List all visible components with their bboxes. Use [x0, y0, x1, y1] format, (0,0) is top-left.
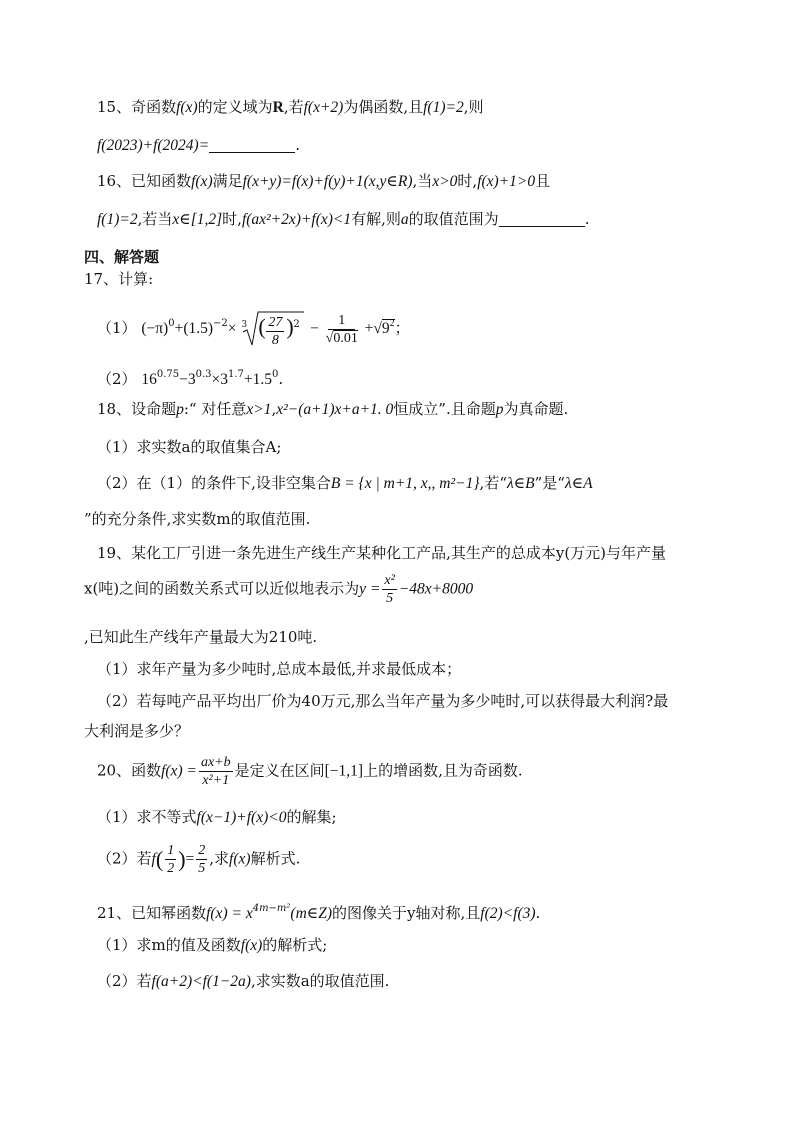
q20-s2-fx: f(x) [229, 850, 251, 868]
q17-p2-b-exp: 0.3 [195, 369, 212, 380]
q18-sub1: （1）求实数a的取值集合A; [97, 438, 282, 456]
q17-p1-nine: 9 [381, 320, 390, 337]
q21-s1-fx: f(x) [240, 937, 263, 954]
q20-den: x²+1 [202, 773, 230, 788]
q16-cond: x>0 [432, 173, 458, 190]
q16-text3: 时, [457, 172, 478, 190]
q18-label: 18、设命题 [97, 400, 177, 418]
q21-exp: 4m−m² [252, 903, 291, 914]
q19-den: 5 [386, 591, 394, 606]
q20-s2-num1: 1 [167, 843, 175, 858]
q21-s1-end: 的解析式; [262, 936, 328, 954]
q17-p1-rparen: ) [286, 314, 294, 339]
q20-s1-end: 的解集; [286, 808, 337, 826]
q20-frac [199, 754, 233, 789]
q20-s2-lparen: ( [155, 846, 164, 872]
q15-text3: 为偶函数,且 [343, 98, 424, 116]
q19-text: x(吨)之间的函数关系式可以近似地表示为 [84, 579, 360, 598]
q15-answer-blank[interactable] [209, 138, 295, 153]
q15-text: 的定义域为 [197, 98, 273, 116]
q17-p1-num: 27 [268, 315, 283, 330]
q16-period: . [584, 210, 590, 228]
q16-text8: 的取值范围为 [408, 210, 499, 228]
q20-s1-expr: f(x−1)+f(x)<0 [196, 809, 287, 826]
q16-ineq2: f(ax²+2x)+f(x)<1 [241, 211, 352, 228]
q17-p2-a: 16 [141, 371, 157, 388]
q21-s2-end: ,求实数a的取值范围. [250, 972, 390, 990]
q17-p1-nine-pow: 2 [389, 318, 395, 329]
q20-line1 [97, 754, 523, 794]
q20-sub1 [97, 806, 337, 829]
q20-sub2 [97, 842, 300, 882]
q17-part1 [97, 310, 410, 350]
q21-s1-text: （1）求m的值及函数 [97, 936, 241, 954]
q20-s2-frac1 [165, 842, 176, 877]
q17-p1-sqrt9: $√9^2$ [373, 318, 395, 337]
q16-answer-blank[interactable] [499, 212, 585, 227]
q15-line2 [97, 134, 300, 157]
q18-sub2-cont: ”的充分条件,求实数m的取值范围. [84, 510, 311, 528]
q20-s2-end: 解析式. [250, 849, 301, 868]
q17-p2-label: （2） [97, 370, 137, 388]
q17-p1-label: （1） [97, 319, 137, 337]
q16-text6: 时, [222, 210, 242, 228]
q19-line3: ,已知此生产线年产量最大为210吨. [84, 628, 318, 646]
q17-p1-001: 0.01 [333, 330, 358, 346]
q16-text2: ,当 [412, 172, 433, 190]
q16-text7: 有解,则 [351, 210, 401, 228]
q20-s2-text: （2）若 [97, 849, 152, 868]
q19-rest: −48x+8000 [398, 580, 474, 598]
q18-text3: 为真命题. [503, 400, 569, 418]
q16-eq: f(x+y)=f(x)+f(y)+1(x,y∈R) [242, 173, 413, 190]
q18-lamB: λ∈B [506, 475, 535, 492]
q16-text: 满足 [212, 172, 243, 190]
q17-p1-expm2: −2 [213, 318, 228, 329]
q19-frac [382, 572, 396, 607]
q17-p1-plus: + [364, 320, 374, 337]
q18-text2: 恒成立”.且命题 [393, 400, 496, 418]
q19-line2 [84, 572, 473, 612]
q17-p1-times: × [227, 320, 237, 337]
q17-p1-term1: (−π) [141, 320, 169, 337]
q16-fx: f(x) [191, 173, 213, 190]
q15-text2: ,若 [283, 98, 304, 116]
q21-s2-text: （2）若 [97, 972, 152, 990]
q16-range: x∈[1,2] [172, 211, 223, 228]
q18-s2-text: （2）在（1）的条件下,设非空集合 [97, 474, 331, 492]
q15-fx2: f(x+2) [303, 99, 344, 116]
q18-s2-text3: ”是“ [534, 474, 565, 492]
q19-num: x² [384, 573, 395, 588]
q18-cond: x>1 [246, 401, 272, 418]
q21-end: . [535, 904, 541, 922]
q17-p2-a-exp: 0.75 [156, 369, 180, 380]
q20-s2-f: f [151, 850, 156, 868]
q18-sub2 [97, 472, 593, 495]
q16-f1: f(1)=2 [97, 211, 138, 228]
q20-text: 是定义在区间 [234, 761, 325, 780]
q17-p1-frac2 [324, 312, 360, 347]
q20-s2-frac2 [196, 842, 207, 877]
q18-expr: x²−(a+1)x+a+1. 0 [276, 401, 394, 418]
q17-p1-minus: − [310, 320, 319, 337]
q21-ineq: f(2)<f(3) [480, 905, 536, 922]
q19-sub2a: （2）若每吨产品平均出厂价为40万元,那么当年产量为多少吨时,可以获得最大利润?最 [97, 692, 669, 710]
q16-line1 [97, 170, 550, 193]
q20-interval: [−1,1] [324, 762, 364, 780]
q16-line2 [97, 208, 589, 231]
q20-s2-text2: ,求 [209, 849, 230, 868]
q20-s2-den1: 2 [167, 861, 175, 876]
q17-p2-b: −3 [179, 371, 196, 388]
q20-s1-text: （1）求不等式 [97, 808, 197, 826]
q20-s2-num2: 2 [198, 843, 206, 858]
q17-p1-sqrt001: √0.01 [325, 330, 358, 346]
q17-p1-frac [266, 314, 284, 349]
q21-s2-expr: f(a+2)<f(1−2a) [151, 973, 251, 990]
section-heading: 四、解答题 [84, 248, 160, 266]
q17-p1-pow2: 2 [293, 319, 300, 330]
q21-line1 [97, 898, 540, 925]
q17-p2-c-exp: 1.7 [228, 369, 244, 380]
q17-p1-lparen: ( [258, 314, 266, 339]
q18-lamA: λ∈A [564, 475, 593, 492]
q20-s2-den2: 5 [198, 861, 206, 876]
q21-sub1 [97, 934, 327, 957]
q18-line1 [97, 398, 568, 421]
q15-fx: f(x) [176, 99, 198, 116]
q16-text4: 且 [535, 172, 551, 190]
q15-label: 15、奇函数 [97, 98, 177, 116]
q21-text: 的图像关于y轴对称,且 [332, 904, 481, 922]
q16-text5: ,若当 [137, 210, 173, 228]
q20-fx: f(x) = [161, 762, 197, 780]
q15-text4: ,则 [463, 98, 484, 116]
q16-ineq: f(x)+1>0 [477, 173, 536, 190]
q21-sub2 [97, 970, 389, 993]
q17-p1-term2: +(1.5) [174, 320, 214, 337]
q19-sub1: （1）求年产量为多少吨时,总成本最低,并求最低成本； [97, 660, 462, 678]
q15-R: R [272, 99, 284, 116]
q18-p: p [176, 401, 184, 418]
q18-s2-text2: ,若“ [479, 474, 507, 492]
q19-yeq: y = [359, 580, 381, 598]
q17-p1-cuberoot [241, 310, 305, 348]
q17-title: 17、计算: [84, 270, 154, 288]
q16-label: 16、已知函数 [97, 172, 192, 190]
q16-a: a [400, 211, 409, 228]
q15-period: . [295, 136, 300, 154]
q20-text2: 上的增函数,且为奇函数. [363, 761, 523, 780]
q19-sub2b: 大利润是多少？ [84, 722, 190, 740]
q15-line1 [97, 96, 483, 119]
q21-fx: f(x) = x [206, 905, 253, 922]
q17-p1-one: 1 [328, 312, 355, 330]
q19-line1: 19、某化工厂引进一条先进生产线生产某种化工产品,其生产的总成本y(万元)与年产量 [97, 544, 667, 562]
q17-p2-d: +1.5 [243, 371, 273, 388]
q18-comma: , [271, 400, 277, 418]
q21-cond: (m∈Z) [290, 905, 333, 922]
q17-p2-c: ×3 [211, 371, 228, 388]
q20-num: ax+b [200, 755, 231, 770]
q17-part2 [97, 364, 283, 391]
q21-label: 21、已知幂函数 [97, 904, 207, 922]
q15-f1: f(1)=2 [423, 99, 464, 116]
q17-p1-end: ； [394, 319, 410, 337]
q17-p1-root-index: 3 [241, 320, 248, 330]
q17-p1-den: 8 [271, 333, 279, 348]
q20-s2-eq: = [185, 850, 195, 868]
q17-p2-d-exp: 0 [272, 369, 279, 380]
q18-text: :“ 对任意 [183, 400, 247, 418]
q18-p2: p [495, 401, 504, 418]
q17-p1-exp0: 0 [168, 318, 175, 329]
q17-p2-end: . [278, 370, 284, 388]
q20-label: 20、函数 [97, 761, 162, 780]
q20-s2-rparen: ) [178, 846, 186, 872]
q15-expr: f(2023)+f(2024)= [97, 137, 210, 154]
q18-setB: B = {x | m+1, x,, m²−1} [330, 475, 480, 492]
